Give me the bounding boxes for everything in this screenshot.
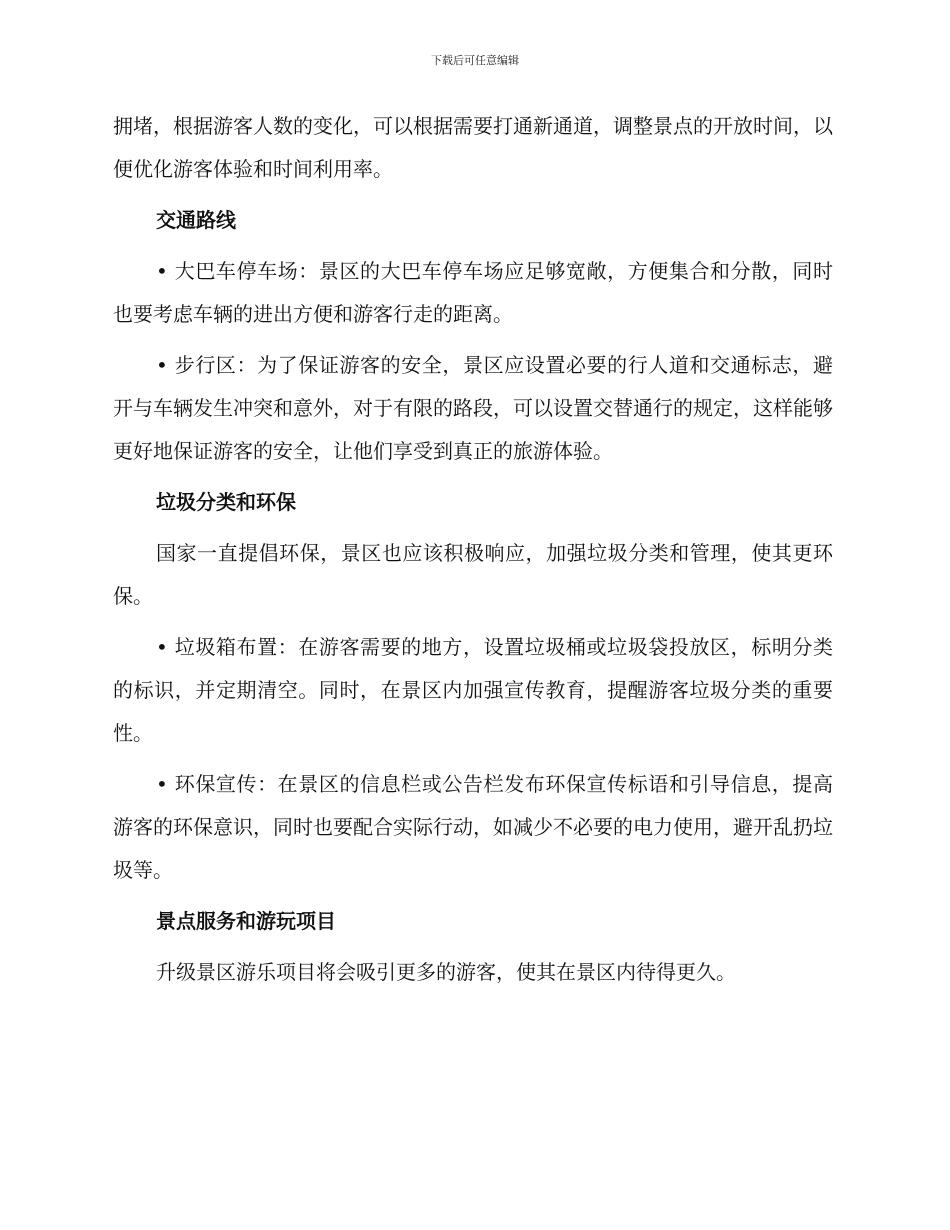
paragraph-traffic-flow: 拥堵，根据游客人数的变化，可以根据需要打通新通道，调整景点的开放时间，以便优化游客体验和时间利用率。: [113, 114, 833, 181]
paragraph-pedestrian-zone: • 步行区：为了保证游客的安全，景区应设置必要的行人道和交通标志，避开与车辆发生冲突和意外，对于有限的路段，可以设置交替通行的规定，这样能够更好地保证游客的安全，让他们享受到真正的旅游体验。: [113, 353, 833, 463]
page-header-note: 下载后可任意编辑: [431, 54, 519, 67]
heading-waste-sorting: 垃圾分类和环保: [156, 490, 296, 514]
paragraph-eco-publicity: • 环保宣传：在景区的信息栏或公告栏发布环保宣传标语和引导信息，提高游客的环保意识，同时也要配合实际行动，如减少不必要的电力使用，避开乱扔垃圾等。: [113, 772, 833, 882]
document-body: [113, 105, 833, 1002]
paragraph-trash-bins: • 垃圾箱布置：在游客需要的地方，设置垃圾桶或垃圾袋投放区，标明分类的标识，并定期清空。同时，在景区内加强宣传教育，提醒游客垃圾分类的重要性。: [113, 635, 833, 745]
paragraph-environmental-policy: 国家一直提倡环保，景区也应该积极响应，加强垃圾分类和管理，使其更环保。: [113, 541, 833, 608]
paragraph-bus-parking: • 大巴车停车场：景区的大巴车停车场应足够宽敞，方便集合和分散，同时也要考虑车辆的进出方便和游客行走的距离。: [113, 259, 833, 326]
heading-transport-routes: 交通路线: [156, 208, 236, 232]
paragraph-upgrade-attractions: 升级景区游乐项目将会吸引更多的游客，使其在景区内待得更久。: [156, 960, 736, 984]
heading-attraction-services: 景点服务和游玩项目: [156, 909, 336, 933]
